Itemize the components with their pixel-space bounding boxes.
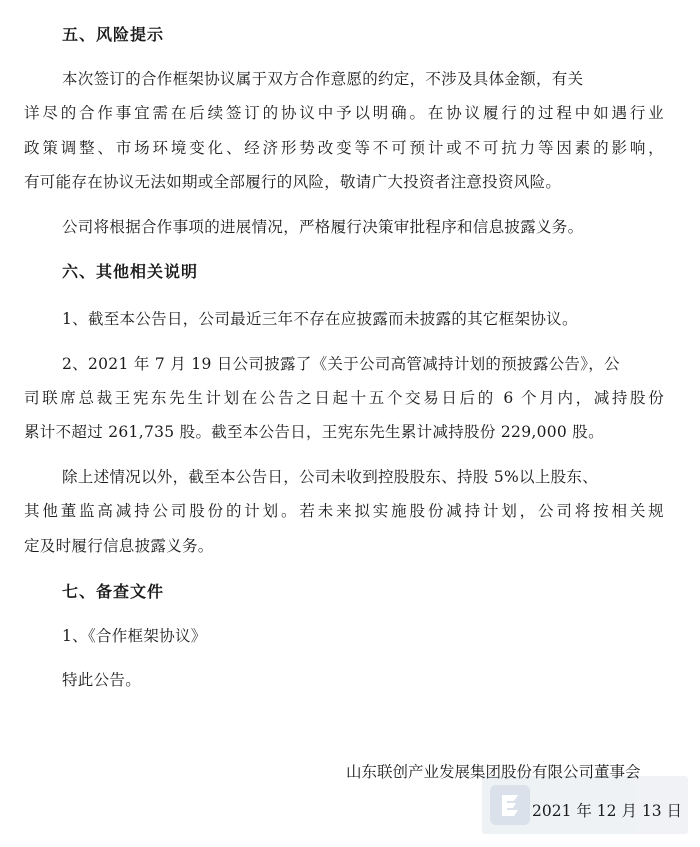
section-6-item1: 1、截至本公告日，公司最近三年不存在应披露而未披露的其它框架协议。: [62, 310, 578, 328]
section-7-item1: 1、《合作框架协议》: [62, 627, 207, 645]
section-6-item2-line2: 司联席总裁王宪东先生计划在公告之日起十五个交易日后的 6 个月内，减持股份: [24, 389, 664, 407]
section-6-item2-line3: 累计不超过 261,735 股。截至本公告日，王宪东先生累计减持股份 229,000 股。: [24, 423, 604, 441]
signature-date: 2021 年 12 月 13 日: [532, 802, 683, 820]
section-5-para1-line2: 详尽的合作事宜需在后续签订的协议中予以明确。在协议履行的过程中如遇行业: [24, 104, 664, 122]
section-6-item2-line1: 2、2021 年 7 月 19 日公司披露了《关于公司高管减持计划的预披露公告》，公: [62, 355, 620, 373]
section-6-para3-line1: 除上述情况以外，截至本公告日，公司未收到控股股东、持股 5%以上股东、: [62, 468, 599, 486]
logo-icon: [490, 785, 530, 825]
section-5-para1-line3: 政策调整、市场环境变化、经济形势改变等不可预计或不可抗力等因素的影响，: [24, 139, 664, 157]
section-7-heading: 七、备查文件: [62, 582, 165, 601]
section-6-heading: 六、其他相关说明: [62, 262, 199, 281]
section-5-para1-line1: 本次签订的合作框架协议属于双方合作意愿的约定，不涉及具体金额，有关: [62, 70, 584, 88]
signature-company: 山东联创产业发展集团股份有限公司董事会: [346, 763, 641, 781]
closing-text: 特此公告。: [62, 671, 142, 689]
section-5-para1-line4: 有可能存在协议无法如期或全部履行的风险，敬请广大投资者注意投资风险。: [24, 173, 562, 191]
section-5-para2: 公司将根据合作事项的进展情况，严格履行决策审批程序和信息披露义务。: [62, 218, 584, 236]
section-6-para3-line2: 其他董监高减持公司股份的计划。若未来拟实施股份减持计划，公司将按相关规: [24, 502, 664, 520]
section-5-heading: 五、风险提示: [62, 25, 165, 44]
section-6-para3-line3: 定及时履行信息披露义务。: [24, 537, 214, 555]
